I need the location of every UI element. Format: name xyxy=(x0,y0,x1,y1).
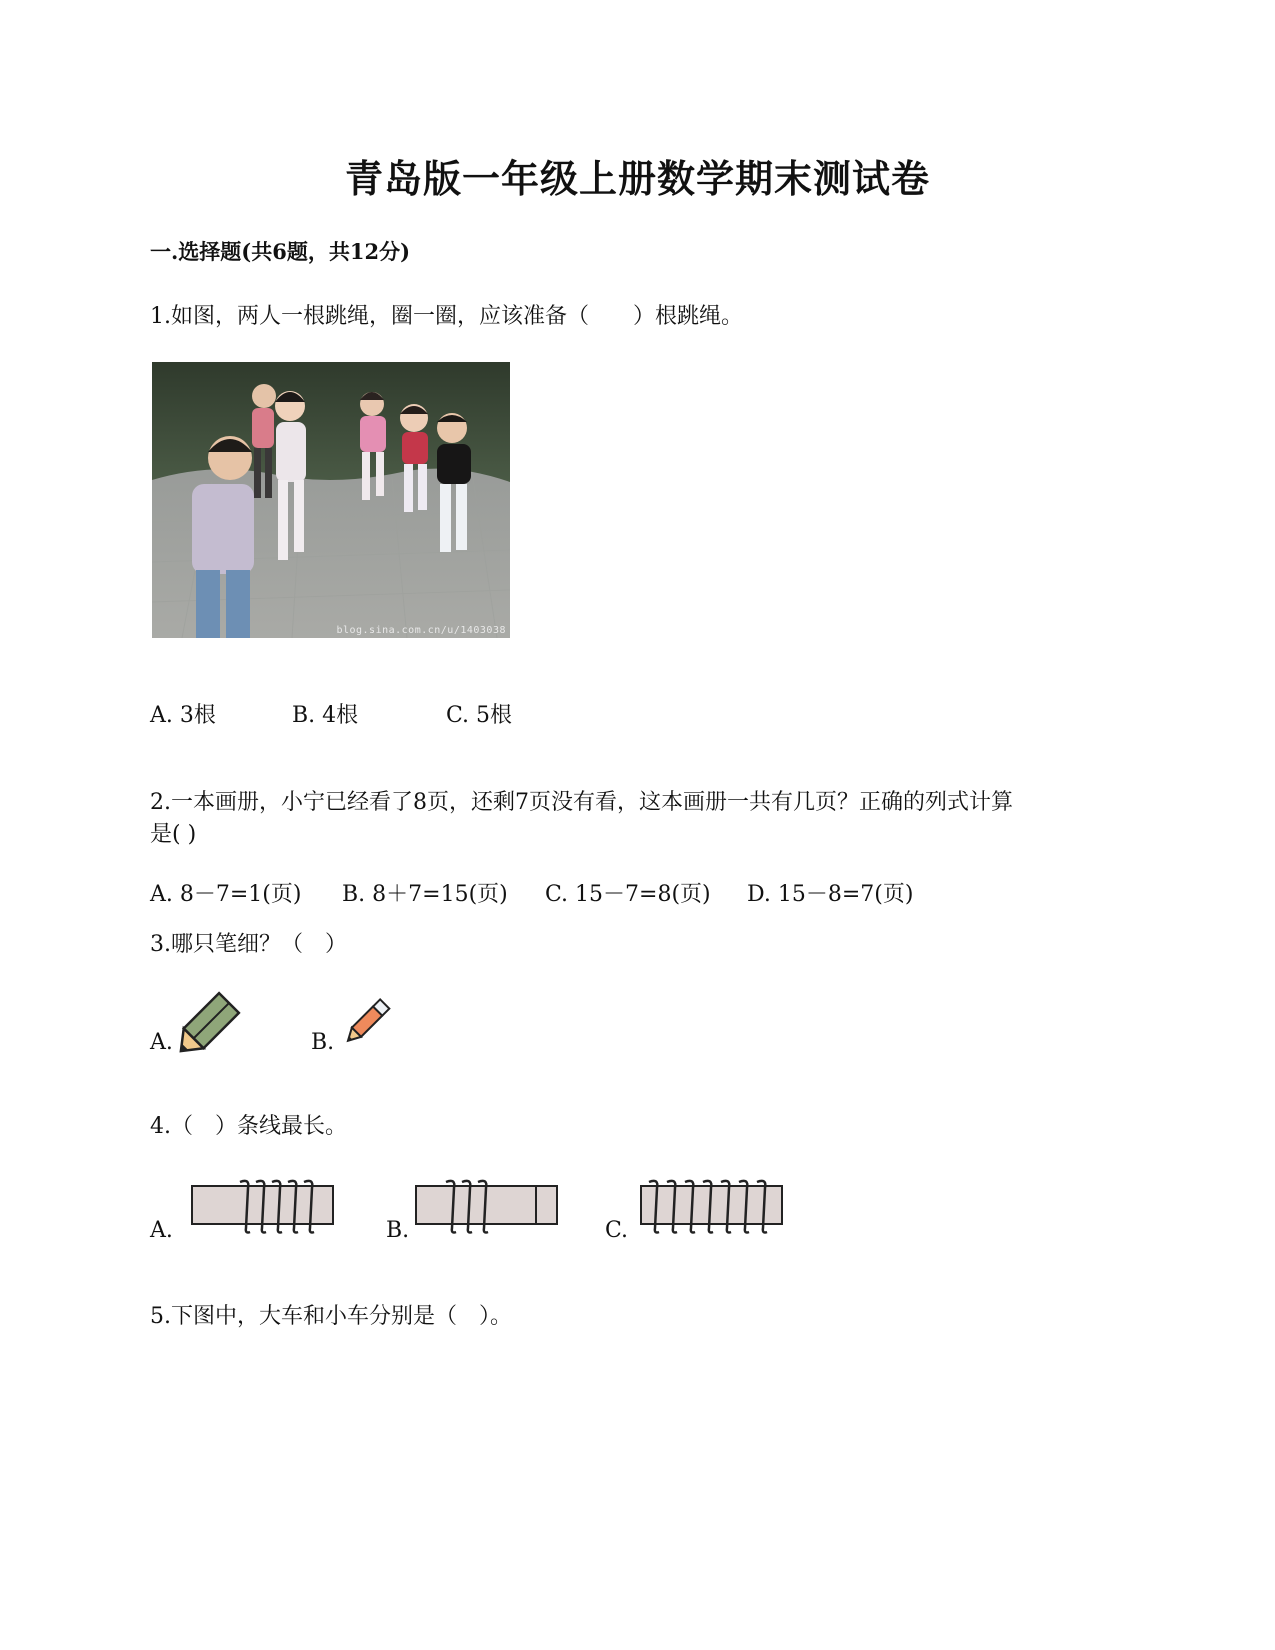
photo-watermark: blog.sina.com.cn/u/1403038 xyxy=(336,625,506,636)
q2-option-d[interactable]: D. 15－8=7(页) xyxy=(747,882,914,907)
q2-option-a[interactable]: A. 8－7=1(页) xyxy=(150,882,302,907)
question-2-text-line2: 是( ) xyxy=(150,822,197,847)
page-title: 青岛版一年级上册数学期末测试卷 xyxy=(344,156,930,201)
q1-option-c[interactable]: C. 5根 xyxy=(446,703,513,728)
section-heading: 一.选择题(共6题，共12分) xyxy=(150,239,411,264)
thick-green-pencil-icon xyxy=(176,986,248,1054)
q1-option-b[interactable]: B. 4根 xyxy=(292,703,359,728)
question-3-text: 3.哪只笔细？（ ） xyxy=(150,932,347,957)
coiled-rod-a xyxy=(190,1176,335,1236)
question-1-text: 1.如图，两人一根跳绳，圈一圈，应该准备（ ）根跳绳。 xyxy=(150,304,743,329)
q1-option-a[interactable]: A. 3根 xyxy=(150,703,216,728)
coiled-rod-c xyxy=(639,1176,784,1236)
question-2-text-line1: 2.一本画册，小宁已经看了8页，还剩7页没有看，这本画册一共有几页？正确的列式计算 xyxy=(150,790,1013,815)
q3-option-b[interactable]: B. xyxy=(311,1030,335,1055)
thin-orange-pencil-icon xyxy=(338,996,394,1048)
children-playing-photo xyxy=(152,362,510,638)
q2-option-c[interactable]: C. 15－7=8(页) xyxy=(545,882,711,907)
question-5-text: 5.下图中，大车和小车分别是（ ）。 xyxy=(150,1304,512,1329)
q4-option-b[interactable]: B. xyxy=(386,1218,410,1243)
coiled-rod-b xyxy=(414,1176,559,1236)
q3-option-a[interactable]: A. xyxy=(150,1030,173,1055)
q4-option-a[interactable]: A. xyxy=(150,1218,173,1243)
question-4-text: 4.（ ）条线最长。 xyxy=(150,1114,347,1139)
q2-option-b[interactable]: B. 8＋7=15(页) xyxy=(342,882,508,907)
q4-option-c[interactable]: C. xyxy=(605,1218,629,1243)
